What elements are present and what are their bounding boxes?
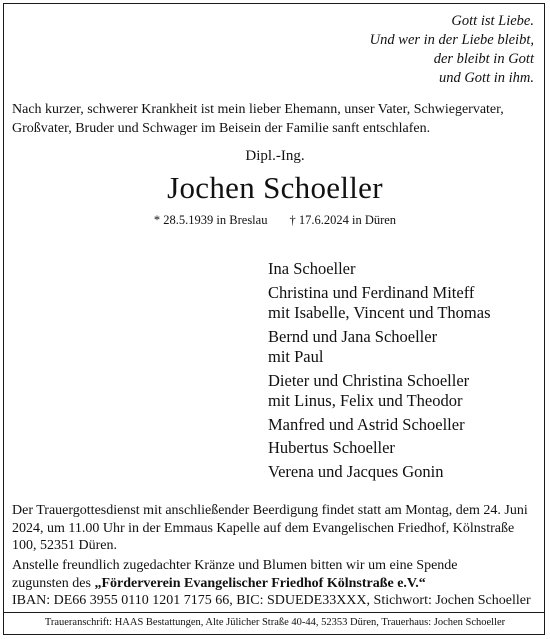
- family-line: Verena und Jacques Gonin: [268, 461, 444, 481]
- verse-line: Und wer in der Liebe bleibt,: [369, 32, 534, 48]
- family-line: Bernd und Jana Schoeller: [268, 326, 438, 346]
- family-line: mit Linus, Felix und Theodor: [268, 391, 463, 410]
- donation-prefix: zugunsten des: [12, 575, 95, 591]
- donation-organization: „Förderverein Evangelischer Friedhof Kölnstraße e.V.“: [94, 575, 426, 591]
- family-entry: [268, 259, 490, 280]
- deceased-name: Jochen Schoeller: [167, 170, 383, 205]
- donation-recipient: [12, 575, 542, 593]
- footer-divider: [3, 612, 545, 613]
- bible-verse: [370, 12, 534, 88]
- death-date: † 17.6.2024 in Düren: [289, 213, 397, 227]
- family-entry: [268, 438, 490, 459]
- family-line: Manfred und Astrid Schoeller: [268, 414, 465, 434]
- family-entry: [268, 283, 490, 324]
- family-entry: [268, 462, 490, 483]
- family-entry: [268, 371, 490, 412]
- family-line: Christina und Ferdinand Miteff: [268, 282, 475, 302]
- family-line: mit Paul: [268, 347, 324, 366]
- family-line: Ina Schoeller: [268, 259, 356, 278]
- family-list: [268, 259, 490, 485]
- family-line: Hubertus Schoeller: [268, 438, 395, 457]
- verse-line: der bleibt in Gott: [433, 51, 534, 67]
- academic-title: Dipl.-Ing.: [245, 148, 305, 164]
- service-info: Der Trauergottesdienst mit anschließender Beerdigung findet statt am Montag, dem 24. Juni 2024, um 11.00 Uhr in der Emmaus Kapelle auf dem Evangelischen Friedhof, Kölnstraße 100, 52351 Düren.: [12, 503, 528, 553]
- intro-text: Nach kurzer, schwerer Krankheit ist mein lieber Ehemann, unser Vater, Schwiegervater, Großvater, Bruder und Schwager im Beisein der Familie sanft entschlafen.: [12, 102, 504, 136]
- bank-details: IBAN: DE66 3955 0110 1201 7175 66, BIC: SDUEDE33XXX, Stichwort: Jochen Schoeller: [12, 593, 531, 608]
- family-line: mit Isabelle, Vincent und Thomas: [268, 303, 491, 322]
- family-entry: [268, 327, 490, 368]
- donation-request: Anstelle freundlich zugedachter Kränze und Blumen bitten wir um eine Spende: [12, 558, 458, 573]
- verse-line: Gott ist Liebe.: [451, 13, 534, 29]
- mourning-address: Traueranschrift: HAAS Bestattungen, Alte Jülicher Straße 40-44, 52353 Düren, Trauerhaus: Jochen Schoeller: [44, 617, 506, 628]
- donation-info: [12, 557, 542, 610]
- family-entry: [268, 415, 490, 436]
- birth-date: * 28.5.1939 in Breslau: [153, 213, 268, 227]
- family-line: Dieter und Christina Schoeller: [268, 370, 470, 390]
- verse-line: und Gott in ihm.: [438, 70, 534, 86]
- life-dates: [0, 213, 550, 228]
